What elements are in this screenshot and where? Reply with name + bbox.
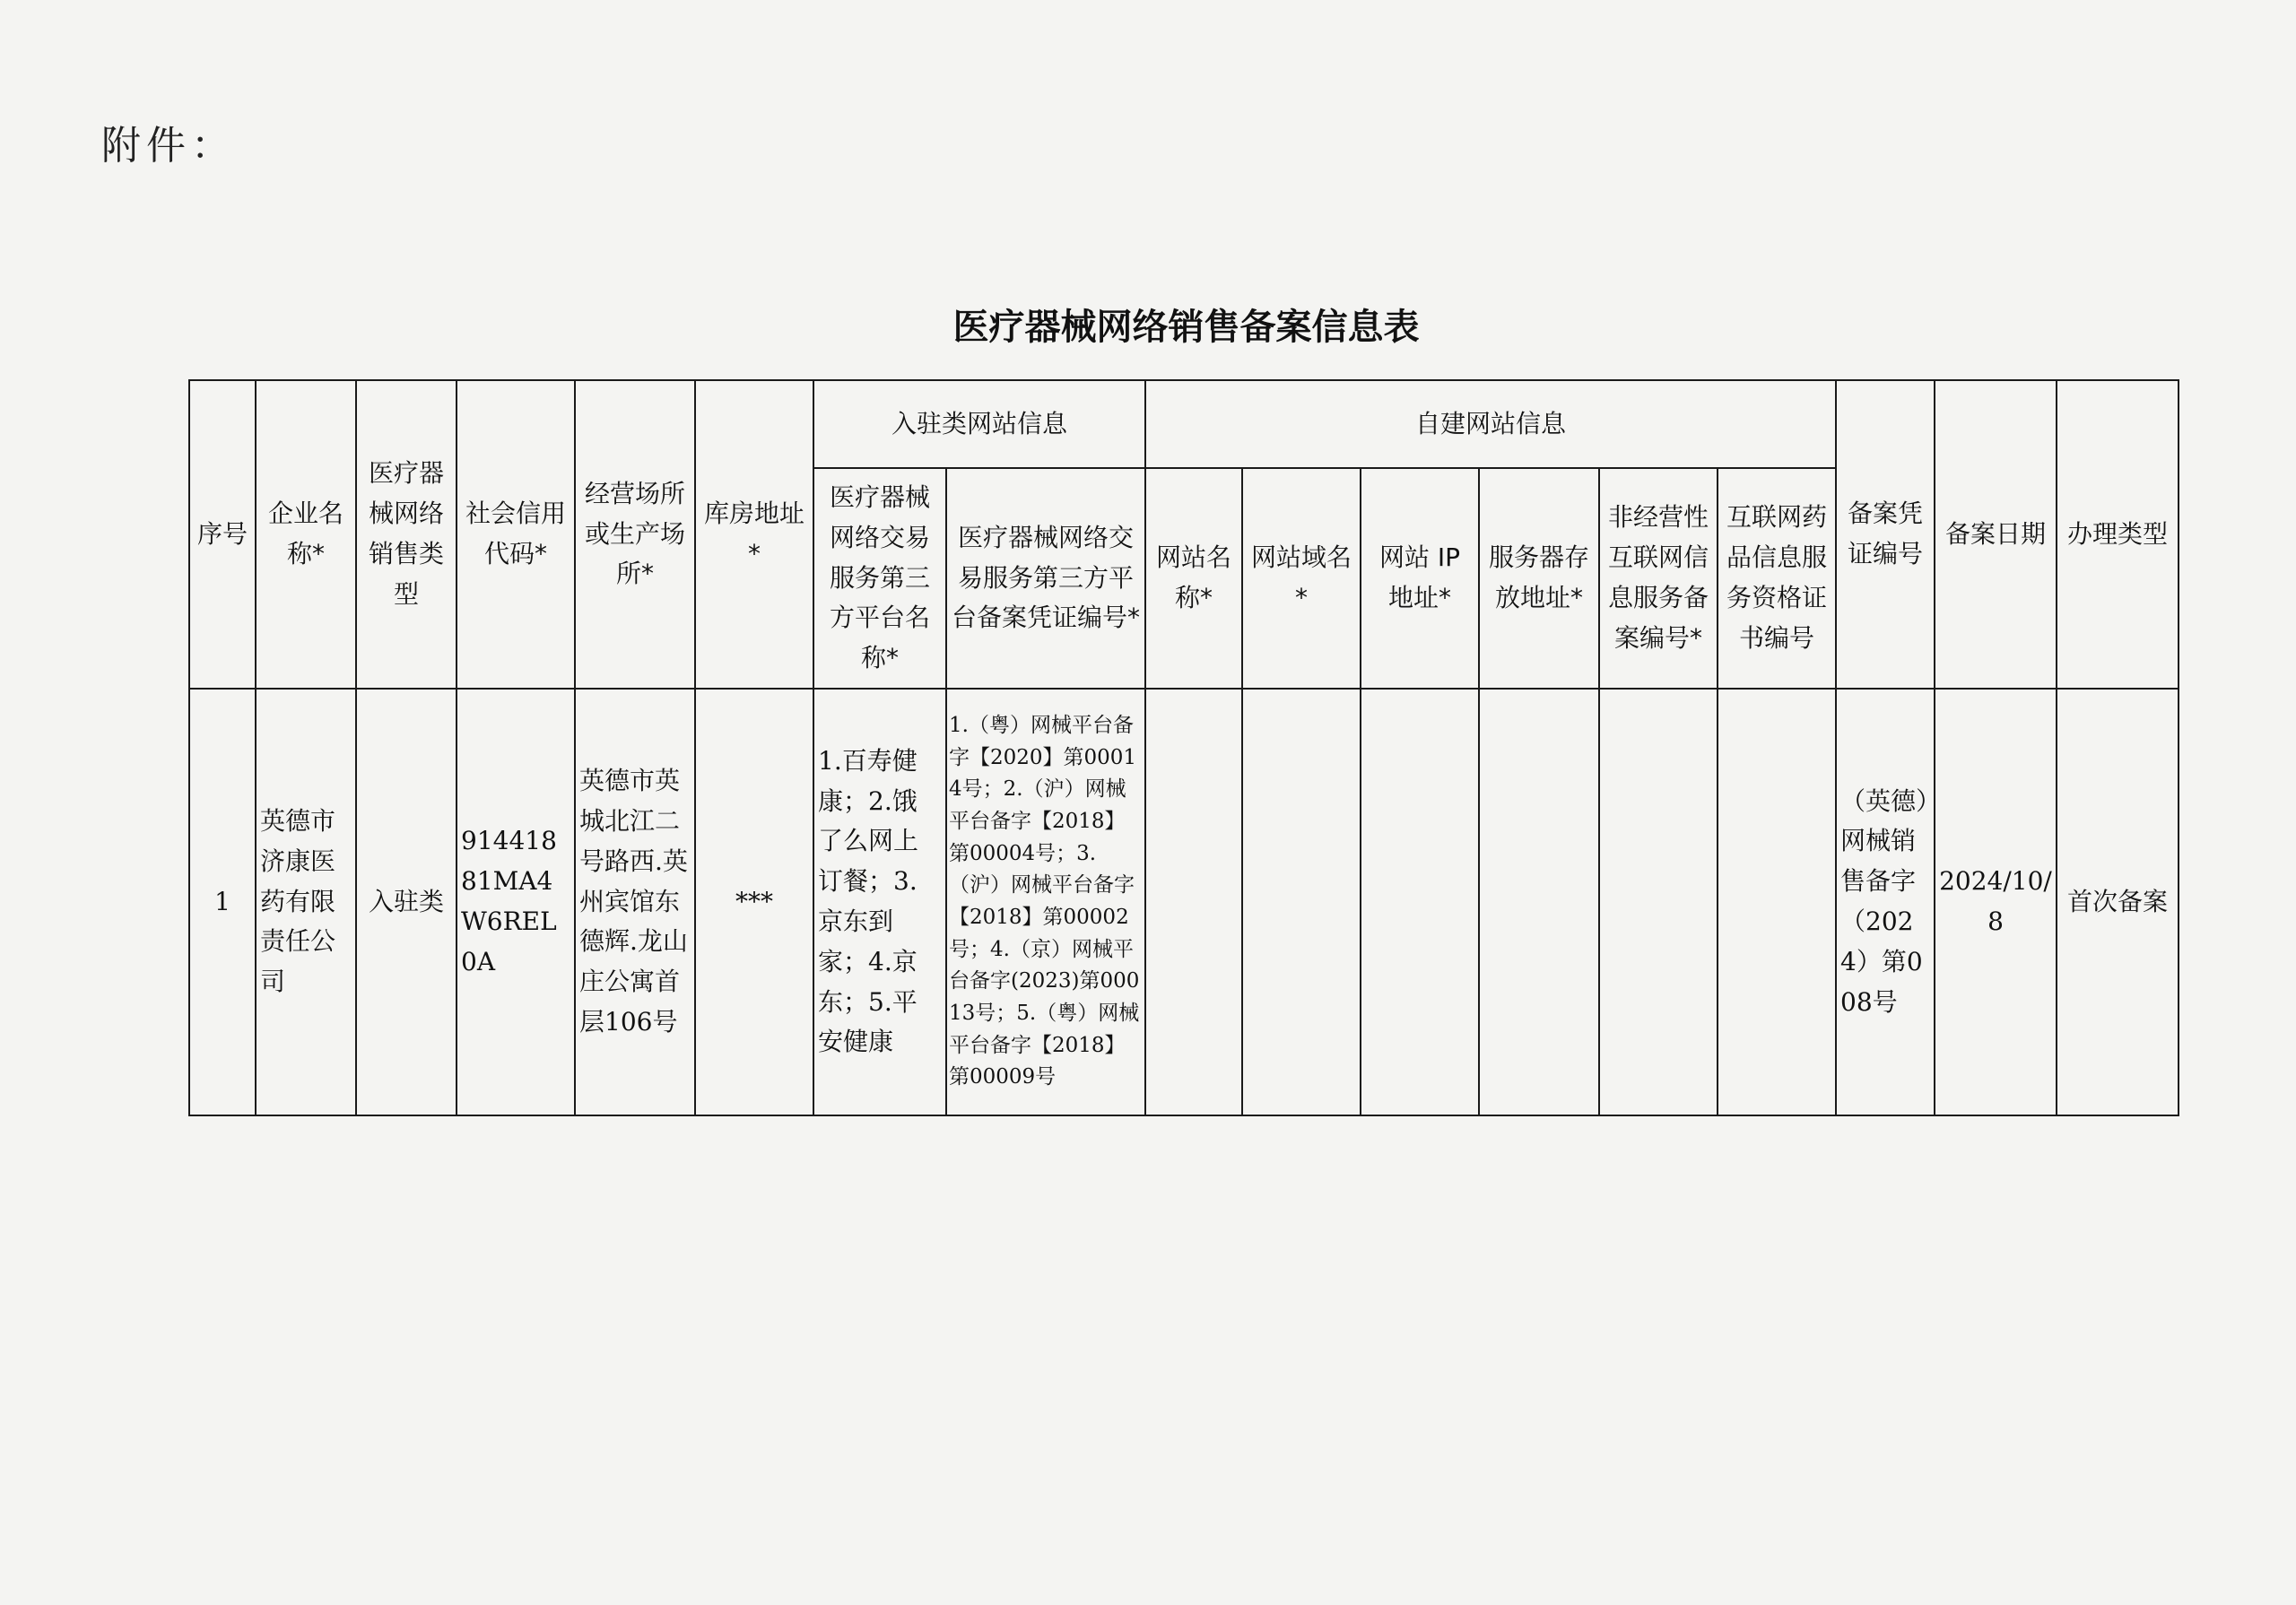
cell-platform-name: 1.百寿健康；2.饿了么网上订餐；3.京东到家；4.京东；5.平安健康: [813, 689, 946, 1115]
cell-seq: 1: [189, 689, 256, 1115]
header-sales-type: 医疗器械网络销售类型: [356, 380, 457, 689]
cell-credit-code: 91441881MA4W6REL0A: [457, 689, 575, 1115]
header-row-1: [189, 380, 2179, 468]
cell-drug-info-cert: [1718, 689, 1836, 1115]
header-seq: 序号: [189, 380, 256, 689]
header-site-domain: 网站域名*: [1242, 468, 1361, 689]
cell-server-location: [1479, 689, 1599, 1115]
cell-business-address: 英德市英城北江二号路西.英州宾馆东德辉.龙山庄公寓首层106号: [575, 689, 695, 1115]
header-credit-code: 社会信用代码*: [457, 380, 575, 689]
document-title: 医疗器械网络销售备案信息表: [952, 307, 1420, 348]
cell-record-date: 2024/10/8: [1935, 689, 2057, 1115]
cell-sales-type: 入驻类: [356, 689, 457, 1115]
header-group-resident: 入驻类网站信息: [813, 380, 1145, 468]
cell-company-name: 英德市济康医药有限责任公司: [256, 689, 356, 1115]
cell-site-domain: [1242, 689, 1361, 1115]
table-row: [189, 689, 2179, 1115]
header-business-address: 经营场所或生产场所*: [575, 380, 695, 689]
attachment-label: 附件：: [101, 123, 236, 169]
cell-warehouse-address: ***: [695, 689, 813, 1115]
cell-site-ip: [1361, 689, 1479, 1115]
header-platform-record-no: 医疗器械网络交易服务第三方平台备案凭证编号*: [946, 468, 1145, 689]
header-handle-type: 办理类型: [2057, 380, 2179, 689]
header-company-name: 企业名称*: [256, 380, 356, 689]
record-info-table: [188, 379, 2179, 1116]
header-non-commercial-icp: 非经营性互联网信息服务备案编号*: [1599, 468, 1718, 689]
header-site-ip: 网站 IP 地址*: [1361, 468, 1479, 689]
header-record-date: 备案日期: [1935, 380, 2057, 689]
header-server-location: 服务器存放地址*: [1479, 468, 1599, 689]
cell-platform-record-no: 1.（粤）网械平台备字【2020】第00014号；2.（沪）网械平台备字【2018】第00004号；3.（沪）网械平台备字【2018】第00002号；4.（京）网械平台备字(2023)第00013号；5.（粤）网械平台备字【2018】第00009号: [946, 689, 1145, 1115]
cell-site-name: [1145, 689, 1242, 1115]
cell-record-cert-no: （英德）网械销售备字（2024）第008号: [1836, 689, 1935, 1115]
cell-non-commercial-icp: [1599, 689, 1718, 1115]
header-platform-name: 医疗器械网络交易服务第三方平台名称*: [813, 468, 946, 689]
header-drug-info-cert: 互联网药品信息服务资格证书编号: [1718, 468, 1836, 689]
header-site-name: 网站名称*: [1145, 468, 1242, 689]
header-warehouse-address: 库房地址*: [695, 380, 813, 689]
cell-handle-type: 首次备案: [2057, 689, 2179, 1115]
header-record-cert-no: 备案凭证编号: [1836, 380, 1935, 689]
header-group-self-built: 自建网站信息: [1145, 380, 1836, 468]
